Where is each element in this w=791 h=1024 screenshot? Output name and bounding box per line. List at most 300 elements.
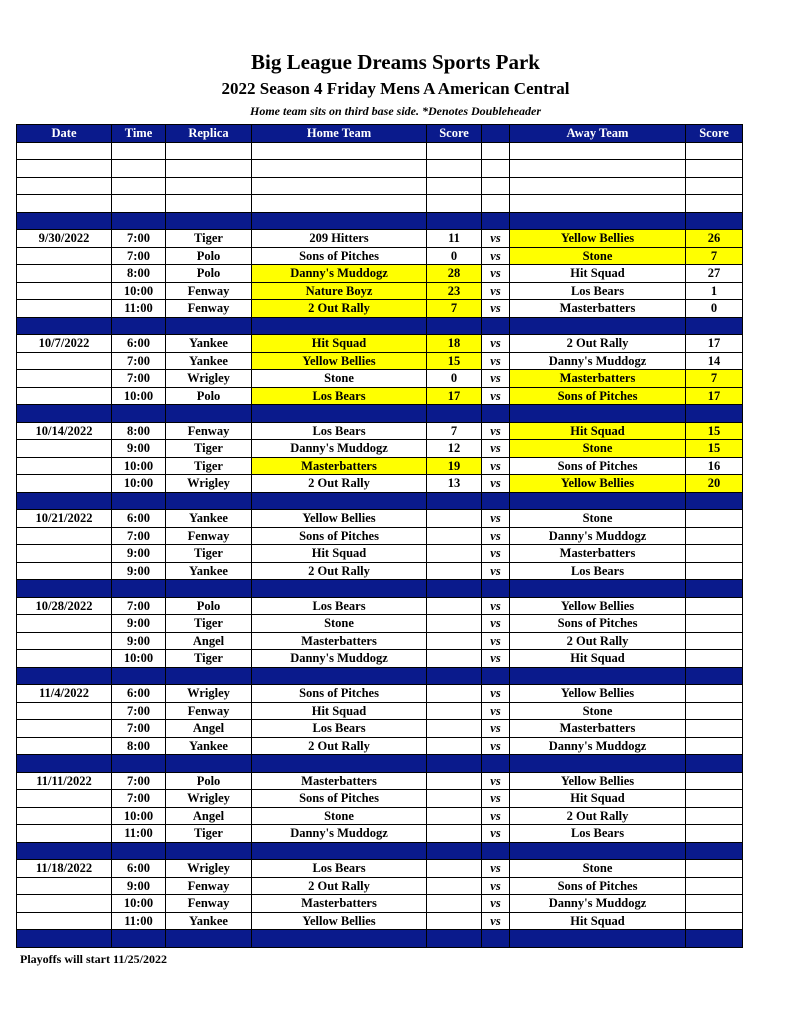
game-replica: Fenway xyxy=(166,527,252,545)
game-time: 10:00 xyxy=(112,650,166,668)
game-date xyxy=(17,702,112,720)
game-date xyxy=(17,720,112,738)
empty-cell xyxy=(510,405,686,423)
away-score: 26 xyxy=(686,230,743,248)
vs-label: vs xyxy=(482,650,510,668)
table-header-row xyxy=(17,125,743,143)
away-score: 17 xyxy=(686,387,743,405)
away-score xyxy=(686,895,743,913)
away-score xyxy=(686,685,743,703)
away-team: Stone xyxy=(510,440,686,458)
empty-cell xyxy=(112,195,166,213)
game-date xyxy=(17,282,112,300)
game-time: 6:00 xyxy=(112,510,166,528)
away-score xyxy=(686,912,743,930)
week-separator xyxy=(17,755,743,773)
game-time: 6:00 xyxy=(112,685,166,703)
home-score: 12 xyxy=(427,440,482,458)
empty-cell xyxy=(112,212,166,230)
empty-cell xyxy=(427,317,482,335)
home-score xyxy=(427,860,482,878)
game-time: 6:00 xyxy=(112,860,166,878)
home-team: Los Bears xyxy=(252,860,427,878)
col-header-vs xyxy=(482,125,510,143)
away-team: Masterbatters xyxy=(510,545,686,563)
empty-cell xyxy=(112,177,166,195)
away-score: 7 xyxy=(686,247,743,265)
game-replica: Tiger xyxy=(166,440,252,458)
empty-cell xyxy=(686,142,743,160)
footer-note: Playoffs will start 11/25/2022 xyxy=(20,952,167,966)
game-row xyxy=(17,352,743,370)
empty-cell xyxy=(427,842,482,860)
empty-cell xyxy=(252,405,427,423)
game-date xyxy=(17,825,112,843)
game-row xyxy=(17,912,743,930)
game-replica: Fenway xyxy=(166,422,252,440)
game-date: 10/21/2022 xyxy=(17,510,112,528)
away-team: Los Bears xyxy=(510,562,686,580)
game-time: 10:00 xyxy=(112,457,166,475)
empty-cell xyxy=(252,492,427,510)
game-date xyxy=(17,615,112,633)
away-score xyxy=(686,562,743,580)
home-score xyxy=(427,562,482,580)
away-team: Danny's Muddogz xyxy=(510,737,686,755)
game-replica: Tiger xyxy=(166,230,252,248)
away-team: Yellow Bellies xyxy=(510,597,686,615)
empty-cell xyxy=(166,580,252,598)
game-row xyxy=(17,440,743,458)
home-team: 2 Out Rally xyxy=(252,300,427,318)
game-time: 7:00 xyxy=(112,790,166,808)
vs-label: vs xyxy=(482,265,510,283)
away-team: Danny's Muddogz xyxy=(510,895,686,913)
game-row xyxy=(17,895,743,913)
home-team: Danny's Muddogz xyxy=(252,825,427,843)
empty-cell xyxy=(166,195,252,213)
vs-label: vs xyxy=(482,912,510,930)
empty-cell xyxy=(166,317,252,335)
empty-cell xyxy=(686,580,743,598)
empty-cell xyxy=(686,842,743,860)
home-team: Danny's Muddogz xyxy=(252,440,427,458)
home-team: Yellow Bellies xyxy=(252,352,427,370)
empty-cell xyxy=(510,212,686,230)
home-score xyxy=(427,912,482,930)
home-score xyxy=(427,790,482,808)
game-time: 7:00 xyxy=(112,230,166,248)
game-date: 11/11/2022 xyxy=(17,772,112,790)
vs-label: vs xyxy=(482,300,510,318)
game-replica: Fenway xyxy=(166,282,252,300)
empty-cell xyxy=(112,160,166,178)
game-time: 11:00 xyxy=(112,912,166,930)
empty-cell xyxy=(482,667,510,685)
game-replica: Yankee xyxy=(166,737,252,755)
game-time: 8:00 xyxy=(112,737,166,755)
game-date xyxy=(17,895,112,913)
blank-row xyxy=(17,160,743,178)
empty-cell xyxy=(17,842,112,860)
empty-cell xyxy=(510,177,686,195)
away-score: 17 xyxy=(686,335,743,353)
vs-label: vs xyxy=(482,632,510,650)
home-score xyxy=(427,545,482,563)
game-row xyxy=(17,265,743,283)
game-row xyxy=(17,247,743,265)
game-time: 7:00 xyxy=(112,527,166,545)
away-score: 1 xyxy=(686,282,743,300)
game-time: 7:00 xyxy=(112,247,166,265)
empty-cell xyxy=(252,177,427,195)
game-row xyxy=(17,422,743,440)
game-time: 9:00 xyxy=(112,632,166,650)
away-score xyxy=(686,527,743,545)
home-score: 18 xyxy=(427,335,482,353)
home-score: 17 xyxy=(427,387,482,405)
away-score xyxy=(686,702,743,720)
empty-cell xyxy=(482,160,510,178)
vs-label: vs xyxy=(482,702,510,720)
away-score xyxy=(686,545,743,563)
home-team: 2 Out Rally xyxy=(252,737,427,755)
empty-cell xyxy=(112,755,166,773)
game-replica: Angel xyxy=(166,632,252,650)
schedule-body xyxy=(17,142,743,947)
empty-cell xyxy=(252,160,427,178)
game-time: 8:00 xyxy=(112,265,166,283)
game-date xyxy=(17,352,112,370)
home-team: Stone xyxy=(252,807,427,825)
away-score xyxy=(686,790,743,808)
empty-cell xyxy=(427,580,482,598)
empty-cell xyxy=(252,842,427,860)
empty-cell xyxy=(427,212,482,230)
home-team: Sons of Pitches xyxy=(252,790,427,808)
empty-cell xyxy=(17,755,112,773)
vs-label: vs xyxy=(482,877,510,895)
away-score: 7 xyxy=(686,370,743,388)
home-score xyxy=(427,737,482,755)
vs-label: vs xyxy=(482,597,510,615)
col-header-time: Time xyxy=(112,125,166,143)
away-score xyxy=(686,510,743,528)
vs-label: vs xyxy=(482,527,510,545)
home-team: Los Bears xyxy=(252,422,427,440)
game-row xyxy=(17,562,743,580)
home-score: 7 xyxy=(427,422,482,440)
away-team: Yellow Bellies xyxy=(510,230,686,248)
away-score xyxy=(686,825,743,843)
away-team: Hit Squad xyxy=(510,790,686,808)
game-replica: Tiger xyxy=(166,615,252,633)
game-date xyxy=(17,545,112,563)
game-replica: Tiger xyxy=(166,457,252,475)
game-row xyxy=(17,545,743,563)
home-score xyxy=(427,825,482,843)
away-score xyxy=(686,615,743,633)
game-date xyxy=(17,475,112,493)
empty-cell xyxy=(427,492,482,510)
empty-cell xyxy=(427,755,482,773)
empty-cell xyxy=(252,195,427,213)
empty-cell xyxy=(17,142,112,160)
game-replica: Wrigley xyxy=(166,370,252,388)
empty-cell xyxy=(510,160,686,178)
away-team: Stone xyxy=(510,860,686,878)
empty-cell xyxy=(482,930,510,948)
empty-cell xyxy=(17,212,112,230)
away-team: Yellow Bellies xyxy=(510,772,686,790)
game-date: 10/28/2022 xyxy=(17,597,112,615)
empty-cell xyxy=(427,195,482,213)
home-team: Danny's Muddogz xyxy=(252,650,427,668)
away-team: Hit Squad xyxy=(510,422,686,440)
game-date xyxy=(17,457,112,475)
home-score xyxy=(427,720,482,738)
away-team: Sons of Pitches xyxy=(510,615,686,633)
vs-label: vs xyxy=(482,895,510,913)
empty-cell xyxy=(482,177,510,195)
home-score: 13 xyxy=(427,475,482,493)
game-replica: Fenway xyxy=(166,877,252,895)
away-team: Sons of Pitches xyxy=(510,387,686,405)
away-team: Hit Squad xyxy=(510,650,686,668)
empty-cell xyxy=(510,317,686,335)
empty-cell xyxy=(252,755,427,773)
game-row xyxy=(17,720,743,738)
empty-cell xyxy=(112,667,166,685)
game-row xyxy=(17,737,743,755)
home-team: Hit Squad xyxy=(252,545,427,563)
home-score: 23 xyxy=(427,282,482,300)
empty-cell xyxy=(166,160,252,178)
vs-label: vs xyxy=(482,562,510,580)
week-separator xyxy=(17,842,743,860)
home-score: 0 xyxy=(427,247,482,265)
vs-label: vs xyxy=(482,825,510,843)
page-note: Home team sits on third base side. *Denotes Doubleheader xyxy=(250,104,541,118)
away-score xyxy=(686,737,743,755)
col-header-home-team: Home Team xyxy=(252,125,427,143)
home-team: Masterbatters xyxy=(252,772,427,790)
empty-cell xyxy=(112,930,166,948)
away-score xyxy=(686,597,743,615)
away-score xyxy=(686,772,743,790)
vs-label: vs xyxy=(482,807,510,825)
away-score: 16 xyxy=(686,457,743,475)
blank-row xyxy=(17,142,743,160)
game-replica: Wrigley xyxy=(166,860,252,878)
game-row xyxy=(17,370,743,388)
empty-cell xyxy=(427,930,482,948)
away-team: Stone xyxy=(510,510,686,528)
home-score xyxy=(427,510,482,528)
game-time: 7:00 xyxy=(112,370,166,388)
home-score xyxy=(427,877,482,895)
empty-cell xyxy=(112,842,166,860)
game-date xyxy=(17,877,112,895)
vs-label: vs xyxy=(482,422,510,440)
empty-cell xyxy=(252,580,427,598)
empty-cell xyxy=(686,492,743,510)
game-row xyxy=(17,860,743,878)
home-team: Sons of Pitches xyxy=(252,685,427,703)
away-team: Hit Squad xyxy=(510,912,686,930)
game-date: 11/18/2022 xyxy=(17,860,112,878)
vs-label: vs xyxy=(482,720,510,738)
home-score xyxy=(427,702,482,720)
empty-cell xyxy=(166,142,252,160)
game-row xyxy=(17,510,743,528)
empty-cell xyxy=(166,842,252,860)
empty-cell xyxy=(17,667,112,685)
home-team: Hit Squad xyxy=(252,702,427,720)
vs-label: vs xyxy=(482,335,510,353)
game-date xyxy=(17,790,112,808)
vs-label: vs xyxy=(482,545,510,563)
game-replica: Yankee xyxy=(166,912,252,930)
empty-cell xyxy=(17,580,112,598)
empty-cell xyxy=(17,492,112,510)
empty-cell xyxy=(686,317,743,335)
game-time: 9:00 xyxy=(112,562,166,580)
empty-cell xyxy=(252,317,427,335)
game-date: 11/4/2022 xyxy=(17,685,112,703)
home-score xyxy=(427,615,482,633)
vs-label: vs xyxy=(482,440,510,458)
game-date xyxy=(17,912,112,930)
empty-cell xyxy=(510,195,686,213)
game-replica: Tiger xyxy=(166,545,252,563)
empty-cell xyxy=(686,177,743,195)
vs-label: vs xyxy=(482,352,510,370)
week-separator xyxy=(17,212,743,230)
game-row xyxy=(17,807,743,825)
empty-cell xyxy=(510,842,686,860)
away-score xyxy=(686,807,743,825)
game-replica: Polo xyxy=(166,772,252,790)
week-separator xyxy=(17,580,743,598)
away-team: Hit Squad xyxy=(510,265,686,283)
schedule-table xyxy=(16,124,743,948)
game-row xyxy=(17,527,743,545)
game-date xyxy=(17,370,112,388)
vs-label: vs xyxy=(482,615,510,633)
away-score: 0 xyxy=(686,300,743,318)
game-replica: Yankee xyxy=(166,335,252,353)
home-team: Nature Boyz xyxy=(252,282,427,300)
empty-cell xyxy=(482,842,510,860)
game-time: 7:00 xyxy=(112,597,166,615)
away-score: 27 xyxy=(686,265,743,283)
vs-label: vs xyxy=(482,230,510,248)
game-row xyxy=(17,877,743,895)
game-date: 9/30/2022 xyxy=(17,230,112,248)
away-score: 15 xyxy=(686,422,743,440)
game-time: 6:00 xyxy=(112,335,166,353)
game-date xyxy=(17,440,112,458)
game-row xyxy=(17,632,743,650)
empty-cell xyxy=(252,212,427,230)
empty-cell xyxy=(510,667,686,685)
empty-cell xyxy=(112,405,166,423)
empty-cell xyxy=(112,580,166,598)
empty-cell xyxy=(166,755,252,773)
empty-cell xyxy=(166,177,252,195)
empty-cell xyxy=(17,930,112,948)
empty-cell xyxy=(427,405,482,423)
empty-cell xyxy=(166,212,252,230)
game-replica: Angel xyxy=(166,720,252,738)
game-row xyxy=(17,685,743,703)
home-team: Danny's Muddogz xyxy=(252,265,427,283)
col-header-home-score: Score xyxy=(427,125,482,143)
home-team: Masterbatters xyxy=(252,457,427,475)
empty-cell xyxy=(482,195,510,213)
game-date xyxy=(17,632,112,650)
home-score xyxy=(427,895,482,913)
home-team: Stone xyxy=(252,615,427,633)
game-row xyxy=(17,702,743,720)
game-time: 10:00 xyxy=(112,475,166,493)
away-team: Masterbatters xyxy=(510,370,686,388)
empty-cell xyxy=(482,317,510,335)
game-date xyxy=(17,387,112,405)
game-time: 10:00 xyxy=(112,807,166,825)
empty-cell xyxy=(17,177,112,195)
week-separator xyxy=(17,930,743,948)
game-date: 10/14/2022 xyxy=(17,422,112,440)
game-time: 11:00 xyxy=(112,825,166,843)
game-date xyxy=(17,562,112,580)
empty-cell xyxy=(686,405,743,423)
empty-cell xyxy=(686,160,743,178)
away-team: Yellow Bellies xyxy=(510,685,686,703)
vs-label: vs xyxy=(482,737,510,755)
away-team: Stone xyxy=(510,247,686,265)
home-score: 11 xyxy=(427,230,482,248)
week-separator xyxy=(17,667,743,685)
away-score xyxy=(686,877,743,895)
empty-cell xyxy=(427,667,482,685)
game-time: 9:00 xyxy=(112,615,166,633)
away-team: Los Bears xyxy=(510,825,686,843)
empty-cell xyxy=(427,160,482,178)
empty-cell xyxy=(427,177,482,195)
vs-label: vs xyxy=(482,685,510,703)
col-header-date: Date xyxy=(17,125,112,143)
vs-label: vs xyxy=(482,475,510,493)
game-replica: Polo xyxy=(166,265,252,283)
away-team: 2 Out Rally xyxy=(510,807,686,825)
game-row xyxy=(17,772,743,790)
game-row xyxy=(17,475,743,493)
col-header-away-team: Away Team xyxy=(510,125,686,143)
home-team: 2 Out Rally xyxy=(252,562,427,580)
game-replica: Yankee xyxy=(166,562,252,580)
vs-label: vs xyxy=(482,510,510,528)
empty-cell xyxy=(482,212,510,230)
home-team: 2 Out Rally xyxy=(252,877,427,895)
game-replica: Angel xyxy=(166,807,252,825)
away-score xyxy=(686,632,743,650)
away-team: Masterbatters xyxy=(510,720,686,738)
blank-row xyxy=(17,177,743,195)
game-time: 7:00 xyxy=(112,702,166,720)
away-score: 14 xyxy=(686,352,743,370)
